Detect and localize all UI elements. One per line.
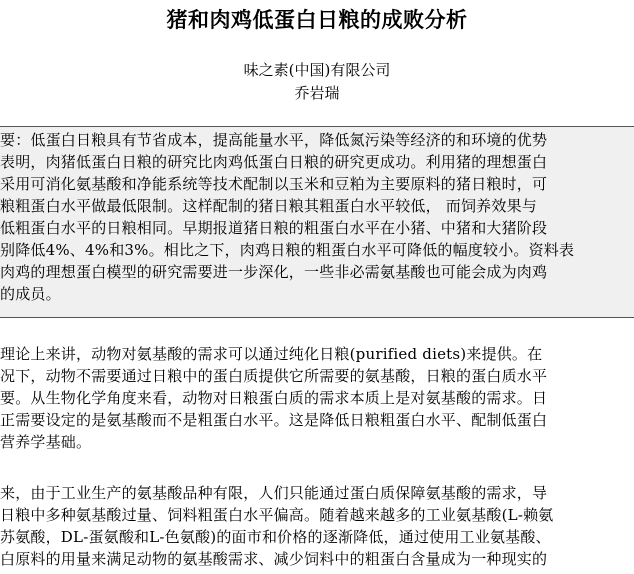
abstract-line: 表明，肉猪低蛋白日粮的研究比肉鸡低蛋白日粮的研究更成功。利用猪的理想蛋白 <box>0 153 548 171</box>
body-line: 苏氨酸，DL-蛋氨酸和L-色氨酸)的面市和价格的逐渐降低，通过使用工业氨基酸、 <box>0 528 551 546</box>
abstract-line: 的成员。 <box>0 285 61 303</box>
body-line: 来，由于工业生产的氨基酸品种有限，人们只能通过蛋白质保障氨基酸的需求，导 <box>0 484 548 502</box>
abstract-line: 肉鸡的理想蛋白模型的研究需要进一步深化，一些非必需氨基酸也可能会成为肉鸡 <box>0 263 548 281</box>
body-line: 营养学基础。 <box>0 433 92 451</box>
author-name: 乔岩瑞 <box>294 84 340 102</box>
abstract-line: 低粗蛋白水平的日粮相同。早期报道猪日粮的粗蛋白水平在小猪、中猪和大猪阶段 <box>0 219 548 237</box>
author-affiliation: 味之素(中国)有限公司 <box>243 61 391 79</box>
abstract-line: 要：低蛋白日粮具有节省成本，提高能量水平，降低氮污染等经济的和环境的优势 <box>0 131 548 149</box>
abstract-line: 别降低4%、4%和3%。相比之下，肉鸡日粮的粗蛋白水平可降低的幅度较小。资料表 <box>0 241 575 259</box>
abstract-line: 粮粗蛋白水平做最低限制。这样配制的猪日粮其粗蛋白水平较低， 而饲养效果与 <box>0 197 537 215</box>
body-line: 要。从生物化学角度来看，动物对日粮蛋白质的需求本质上是对氨基酸的需求。日 <box>0 389 548 407</box>
body-line: 况下，动物不需要通过日粮中的蛋白质提供它所需要的氨基酸，日粮的蛋白质水平 <box>0 367 548 385</box>
body-line: 理论上来讲，动物对氨基酸的需求可以通过纯化日粮(purified diets)来提供。在 <box>0 345 543 363</box>
body-line: 白原料的用量来满足动物的氨基酸需求、减少饲料中的粗蛋白含量成为一种现实的 <box>0 550 548 568</box>
abstract-line: 采用可消化氨基酸和净能系统等技术配制以玉米和豆粕为主要原料的猪日粮时，可 <box>0 175 548 193</box>
paper-title: 猪和肉鸡低蛋白日粮的成败分析 <box>166 8 468 32</box>
body-line: 正需要设定的是氨基酸而不是粗蛋白水平。这是降低日粮粗蛋白水平、配制低蛋白 <box>0 411 548 429</box>
body-line: 日粮中多种氨基酸过量、饲料粗蛋白水平偏高。随着越来越多的工业氨基酸(L-赖氨 <box>0 506 554 524</box>
